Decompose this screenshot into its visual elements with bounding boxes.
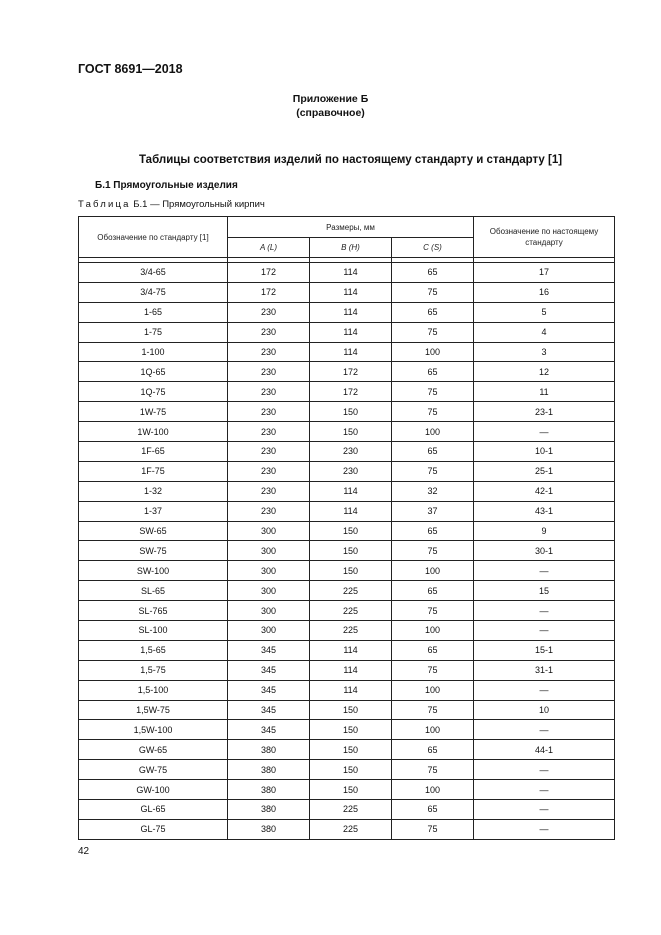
cell-designation-foreign: SW-100 [79, 561, 228, 581]
cell-designation-local: 3 [474, 342, 615, 362]
cell-dimension-b: 114 [310, 263, 392, 283]
cell-designation-local: 10-1 [474, 442, 615, 462]
table-row [79, 282, 615, 302]
table-row [79, 461, 615, 481]
cell-dimension-b: 114 [310, 660, 392, 680]
cell-dimension-c: 65 [392, 740, 474, 760]
cell-designation-local: 15-1 [474, 640, 615, 660]
cell-dimension-b: 225 [310, 601, 392, 621]
cell-designation-local: — [474, 621, 615, 641]
cell-dimension-b: 150 [310, 402, 392, 422]
cell-dimension-a: 230 [228, 442, 310, 462]
cell-designation-local: 23-1 [474, 402, 615, 422]
cell-designation-foreign: GW-75 [79, 760, 228, 780]
cell-designation-local: 30-1 [474, 541, 615, 561]
cell-dimension-a: 345 [228, 700, 310, 720]
cell-dimension-b: 150 [310, 541, 392, 561]
appendix-title: Приложение Б [292, 93, 369, 105]
cell-dimension-b: 225 [310, 819, 392, 839]
table-caption-prefix: Таблица [78, 199, 131, 210]
cell-designation-local: 31-1 [474, 660, 615, 680]
cell-dimension-a: 300 [228, 601, 310, 621]
table-row [79, 422, 615, 442]
cell-designation-local: — [474, 760, 615, 780]
cell-dimension-b: 114 [310, 322, 392, 342]
table-caption-text: Б.1 — Прямоугольный кирпич [130, 199, 265, 210]
cell-designation-foreign: 1,5-75 [79, 660, 228, 680]
cell-designation-foreign: 1-37 [79, 501, 228, 521]
standard-header: ГОСТ 8691—2018 [78, 62, 183, 76]
table-row [79, 700, 615, 720]
cell-dimension-c: 75 [392, 601, 474, 621]
cell-dimension-b: 150 [310, 760, 392, 780]
cell-dimension-a: 172 [228, 263, 310, 283]
cell-dimension-a: 172 [228, 282, 310, 302]
cell-dimension-c: 65 [392, 362, 474, 382]
cell-designation-foreign: GL-75 [79, 819, 228, 839]
cell-designation-foreign: 1,5W-75 [79, 700, 228, 720]
table-row [79, 720, 615, 740]
cell-designation-foreign: 3/4-75 [79, 282, 228, 302]
cell-dimension-a: 300 [228, 521, 310, 541]
cell-designation-local: 4 [474, 322, 615, 342]
appendix-note: (справочное) [296, 107, 365, 119]
cell-dimension-b: 230 [310, 461, 392, 481]
cell-dimension-b: 150 [310, 422, 392, 442]
cell-dimension-c: 75 [392, 382, 474, 402]
cell-designation-foreign: 1W-100 [79, 422, 228, 442]
table-row [79, 660, 615, 680]
cell-dimension-a: 345 [228, 640, 310, 660]
cell-dimension-a: 300 [228, 581, 310, 601]
cell-designation-foreign: 1-100 [79, 342, 228, 362]
cell-designation-foreign: SW-75 [79, 541, 228, 561]
cell-designation-local: 25-1 [474, 461, 615, 481]
cell-dimension-a: 230 [228, 481, 310, 501]
table-row [79, 621, 615, 641]
table-row [79, 740, 615, 760]
table-container [78, 216, 615, 840]
table-row [79, 521, 615, 541]
cell-designation-foreign: 1,5-65 [79, 640, 228, 660]
table-row [79, 601, 615, 621]
cell-designation-local: 5 [474, 302, 615, 322]
cell-designation-local: — [474, 800, 615, 820]
cell-dimension-b: 114 [310, 680, 392, 700]
cell-dimension-c: 65 [392, 521, 474, 541]
cell-dimension-b: 150 [310, 740, 392, 760]
cell-designation-local: 44-1 [474, 740, 615, 760]
table-row [79, 342, 615, 362]
table-row [79, 402, 615, 422]
cell-dimension-a: 380 [228, 780, 310, 800]
table-row [79, 581, 615, 601]
cell-designation-foreign: 1-65 [79, 302, 228, 322]
table-body [79, 263, 615, 840]
table-row [79, 362, 615, 382]
page-number: 42 [78, 846, 90, 857]
header-designation-foreign: Обозначение по стандарту [1] [79, 217, 228, 258]
cell-designation-local: 12 [474, 362, 615, 382]
cell-dimension-a: 230 [228, 382, 310, 402]
cell-designation-local: 9 [474, 521, 615, 541]
header-dimension-a: A (L) [228, 238, 310, 258]
cell-dimension-a: 230 [228, 422, 310, 442]
cell-dimension-c: 65 [392, 302, 474, 322]
cell-designation-foreign: SL-100 [79, 621, 228, 641]
header-dimension-c: C (S) [392, 238, 474, 258]
cell-dimension-c: 75 [392, 322, 474, 342]
cell-dimension-c: 65 [392, 800, 474, 820]
cell-dimension-c: 100 [392, 422, 474, 442]
cell-dimension-c: 75 [392, 402, 474, 422]
cell-dimension-c: 75 [392, 282, 474, 302]
cell-designation-foreign: SW-65 [79, 521, 228, 541]
table-row [79, 302, 615, 322]
cell-dimension-b: 114 [310, 640, 392, 660]
cell-dimension-c: 100 [392, 780, 474, 800]
cell-designation-foreign: 1F-75 [79, 461, 228, 481]
cell-designation-local: — [474, 780, 615, 800]
cell-dimension-a: 345 [228, 720, 310, 740]
cell-dimension-c: 37 [392, 501, 474, 521]
cell-designation-local: 17 [474, 263, 615, 283]
cell-dimension-b: 150 [310, 720, 392, 740]
cell-designation-local: 10 [474, 700, 615, 720]
table-caption [78, 199, 265, 210]
cell-dimension-b: 230 [310, 442, 392, 462]
cell-dimension-c: 75 [392, 760, 474, 780]
cell-dimension-c: 65 [392, 442, 474, 462]
table-row [79, 322, 615, 342]
header-dimension-b: B (H) [310, 238, 392, 258]
cell-dimension-a: 380 [228, 740, 310, 760]
cell-designation-foreign: SL-65 [79, 581, 228, 601]
main-title: Таблицы соответствия изделий по настоящему стандарту и стандарту [1] [138, 154, 563, 166]
cell-dimension-b: 150 [310, 561, 392, 581]
header-designation-local: Обозначение по настоящему стандарту [474, 217, 615, 258]
cell-designation-foreign: GL-65 [79, 800, 228, 820]
table-row [79, 501, 615, 521]
cell-dimension-a: 230 [228, 501, 310, 521]
cell-designation-local: 11 [474, 382, 615, 402]
cell-dimension-c: 65 [392, 640, 474, 660]
table-head [79, 217, 615, 263]
cell-dimension-b: 114 [310, 501, 392, 521]
cell-designation-local: — [474, 422, 615, 442]
cell-designation-foreign: 1-75 [79, 322, 228, 342]
cell-dimension-a: 300 [228, 621, 310, 641]
table-row [79, 800, 615, 820]
cell-dimension-a: 300 [228, 561, 310, 581]
cell-designation-foreign: 1,5-100 [79, 680, 228, 700]
cell-designation-foreign: 1-32 [79, 481, 228, 501]
table-row [79, 780, 615, 800]
cell-dimension-c: 75 [392, 541, 474, 561]
cell-dimension-c: 75 [392, 660, 474, 680]
cell-dimension-a: 230 [228, 342, 310, 362]
cell-dimension-b: 225 [310, 621, 392, 641]
cell-dimension-a: 380 [228, 760, 310, 780]
cell-dimension-b: 114 [310, 481, 392, 501]
cell-designation-local: 43-1 [474, 501, 615, 521]
cell-designation-foreign: 1F-65 [79, 442, 228, 462]
cell-designation-foreign: GW-100 [79, 780, 228, 800]
cell-dimension-b: 114 [310, 302, 392, 322]
cell-dimension-c: 100 [392, 342, 474, 362]
cell-designation-foreign: 1Q-65 [79, 362, 228, 382]
cell-designation-local: — [474, 819, 615, 839]
cell-dimension-a: 345 [228, 660, 310, 680]
cell-dimension-a: 300 [228, 541, 310, 561]
cell-dimension-c: 100 [392, 720, 474, 740]
cell-dimension-a: 230 [228, 461, 310, 481]
table-row [79, 680, 615, 700]
cell-designation-foreign: GW-65 [79, 740, 228, 760]
cell-dimension-c: 100 [392, 621, 474, 641]
cell-designation-local: — [474, 720, 615, 740]
cell-designation-local: — [474, 601, 615, 621]
cell-dimension-b: 172 [310, 362, 392, 382]
table-row [79, 442, 615, 462]
table-row [79, 819, 615, 839]
cell-designation-foreign: 1,5W-100 [79, 720, 228, 740]
cell-dimension-b: 150 [310, 700, 392, 720]
table-row [79, 561, 615, 581]
cell-designation-foreign: 3/4-65 [79, 263, 228, 283]
cell-designation-local: 16 [474, 282, 615, 302]
cell-dimension-c: 75 [392, 819, 474, 839]
cell-dimension-a: 380 [228, 819, 310, 839]
appendix-heading [0, 92, 661, 120]
table-row [79, 640, 615, 660]
cell-dimension-b: 114 [310, 342, 392, 362]
cell-dimension-a: 230 [228, 322, 310, 342]
cell-dimension-b: 150 [310, 780, 392, 800]
cell-dimension-c: 75 [392, 461, 474, 481]
cell-dimension-b: 150 [310, 521, 392, 541]
cell-dimension-a: 230 [228, 402, 310, 422]
cell-dimension-b: 114 [310, 282, 392, 302]
cell-dimension-b: 225 [310, 800, 392, 820]
table-row [79, 541, 615, 561]
cell-designation-foreign: 1Q-75 [79, 382, 228, 402]
cell-dimension-c: 32 [392, 481, 474, 501]
cell-designation-local: 15 [474, 581, 615, 601]
cell-dimension-c: 65 [392, 581, 474, 601]
cell-designation-local: — [474, 561, 615, 581]
section-title: Б.1 Прямоугольные изделия [95, 180, 238, 191]
cell-dimension-a: 230 [228, 302, 310, 322]
cell-dimension-c: 100 [392, 680, 474, 700]
cell-designation-local: 42-1 [474, 481, 615, 501]
cell-designation-local: — [474, 680, 615, 700]
correspondence-table [78, 216, 615, 840]
header-dimensions: Размеры, мм [228, 217, 474, 238]
cell-dimension-a: 380 [228, 800, 310, 820]
cell-dimension-c: 75 [392, 700, 474, 720]
cell-dimension-c: 100 [392, 561, 474, 581]
cell-dimension-a: 345 [228, 680, 310, 700]
table-row [79, 382, 615, 402]
cell-dimension-c: 65 [392, 263, 474, 283]
table-row [79, 481, 615, 501]
cell-dimension-a: 230 [228, 362, 310, 382]
cell-dimension-b: 225 [310, 581, 392, 601]
table-row [79, 263, 615, 283]
cell-designation-foreign: SL-765 [79, 601, 228, 621]
cell-designation-foreign: 1W-75 [79, 402, 228, 422]
cell-dimension-b: 172 [310, 382, 392, 402]
table-row [79, 760, 615, 780]
